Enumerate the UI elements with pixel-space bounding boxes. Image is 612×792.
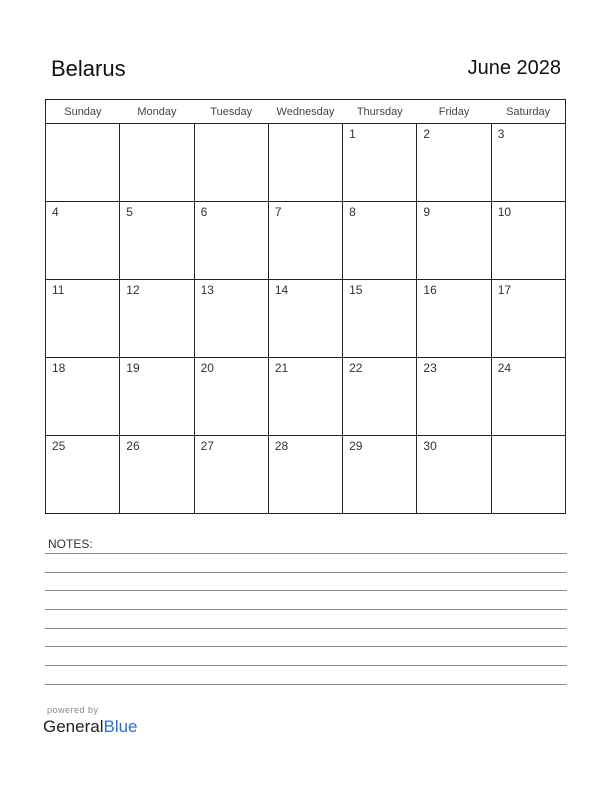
day-number: 27 [200, 439, 214, 453]
day-number [46, 124, 119, 127]
day-cell [417, 358, 491, 436]
day-cell [46, 280, 120, 358]
day-number: 24 [497, 361, 512, 375]
week-row [46, 280, 566, 358]
day-cell [46, 436, 120, 514]
day-cell [194, 202, 268, 280]
day-number: 20 [200, 361, 214, 375]
day-number: 19 [126, 361, 140, 375]
weekday-sunday: Sunday [46, 100, 120, 124]
day-cell [491, 280, 565, 358]
day-number: 30 [423, 439, 437, 453]
day-cell [417, 280, 491, 358]
day-cell [194, 436, 268, 514]
day-cell [194, 124, 268, 202]
logo-general: General [43, 717, 104, 736]
day-cell [46, 358, 120, 436]
day-cell [120, 436, 194, 514]
note-line [45, 646, 567, 647]
day-number: 1 [349, 127, 356, 141]
day-cell [194, 358, 268, 436]
day-cell [268, 436, 342, 514]
weekday-thursday: Thursday [343, 100, 417, 124]
day-number [120, 124, 193, 127]
day-number: 25 [52, 439, 66, 453]
country-title: Belarus [51, 56, 126, 81]
day-number: 9 [423, 205, 431, 219]
day-cell [417, 436, 491, 514]
day-cell [268, 202, 342, 280]
day-cell [417, 202, 491, 280]
day-cell [120, 280, 194, 358]
week-row [46, 202, 566, 280]
day-number: 14 [274, 283, 289, 297]
day-number: 17 [497, 283, 512, 297]
note-line [45, 665, 567, 666]
note-line [45, 590, 567, 591]
note-line [45, 572, 567, 573]
week-row [46, 358, 566, 436]
day-cell [343, 124, 417, 202]
day-number: 29 [349, 439, 363, 453]
note-line [45, 553, 567, 554]
day-number: 12 [126, 283, 140, 297]
day-cell [46, 124, 120, 202]
weekday-header-row [46, 100, 566, 124]
day-cell [120, 202, 194, 280]
day-number: 22 [349, 361, 363, 375]
week-row [46, 436, 566, 514]
day-number: 6 [200, 205, 208, 219]
day-cell [343, 436, 417, 514]
day-number [195, 124, 268, 127]
weekday-monday: Monday [120, 100, 194, 124]
day-number: 8 [349, 205, 356, 219]
calendar-grid [45, 99, 566, 514]
day-cell [46, 202, 120, 280]
note-line [45, 684, 567, 685]
day-number: 16 [423, 283, 437, 297]
day-number: 5 [126, 205, 133, 219]
day-cell [268, 358, 342, 436]
note-line [45, 628, 567, 629]
day-cell [343, 280, 417, 358]
day-number: 11 [52, 283, 65, 297]
day-number: 18 [52, 361, 66, 375]
notes-label: NOTES: [48, 537, 93, 551]
week-row [46, 124, 566, 202]
day-number: 26 [126, 439, 140, 453]
day-cell [491, 124, 565, 202]
weekday-friday: Friday [417, 100, 491, 124]
day-number: 3 [497, 127, 505, 141]
weekday-tuesday: Tuesday [194, 100, 268, 124]
day-cell [194, 280, 268, 358]
day-number: 28 [274, 439, 289, 453]
day-number: 7 [274, 205, 282, 219]
day-number: 4 [52, 205, 59, 219]
day-number: 23 [423, 361, 437, 375]
day-number [269, 124, 342, 127]
day-cell [268, 280, 342, 358]
day-cell [343, 202, 417, 280]
generalblue-logo [43, 717, 138, 737]
weekday-wednesday: Wednesday [268, 100, 342, 124]
day-cell [417, 124, 491, 202]
day-cell [491, 358, 565, 436]
day-cell [120, 124, 194, 202]
day-number: 21 [274, 361, 289, 375]
day-cell [343, 358, 417, 436]
day-number: 2 [423, 127, 431, 141]
day-cell [491, 436, 565, 514]
day-number: 10 [497, 205, 512, 219]
weekday-saturday: Saturday [491, 100, 565, 124]
month-year-title: June 2028 [467, 57, 561, 79]
day-cell [268, 124, 342, 202]
day-cell [120, 358, 194, 436]
day-number: 13 [200, 283, 214, 297]
day-number [492, 436, 565, 439]
day-number: 15 [349, 283, 363, 297]
logo-blue: Blue [103, 717, 138, 736]
powered-by-text: powered by [47, 705, 99, 715]
note-line [45, 609, 567, 610]
day-cell [491, 202, 565, 280]
